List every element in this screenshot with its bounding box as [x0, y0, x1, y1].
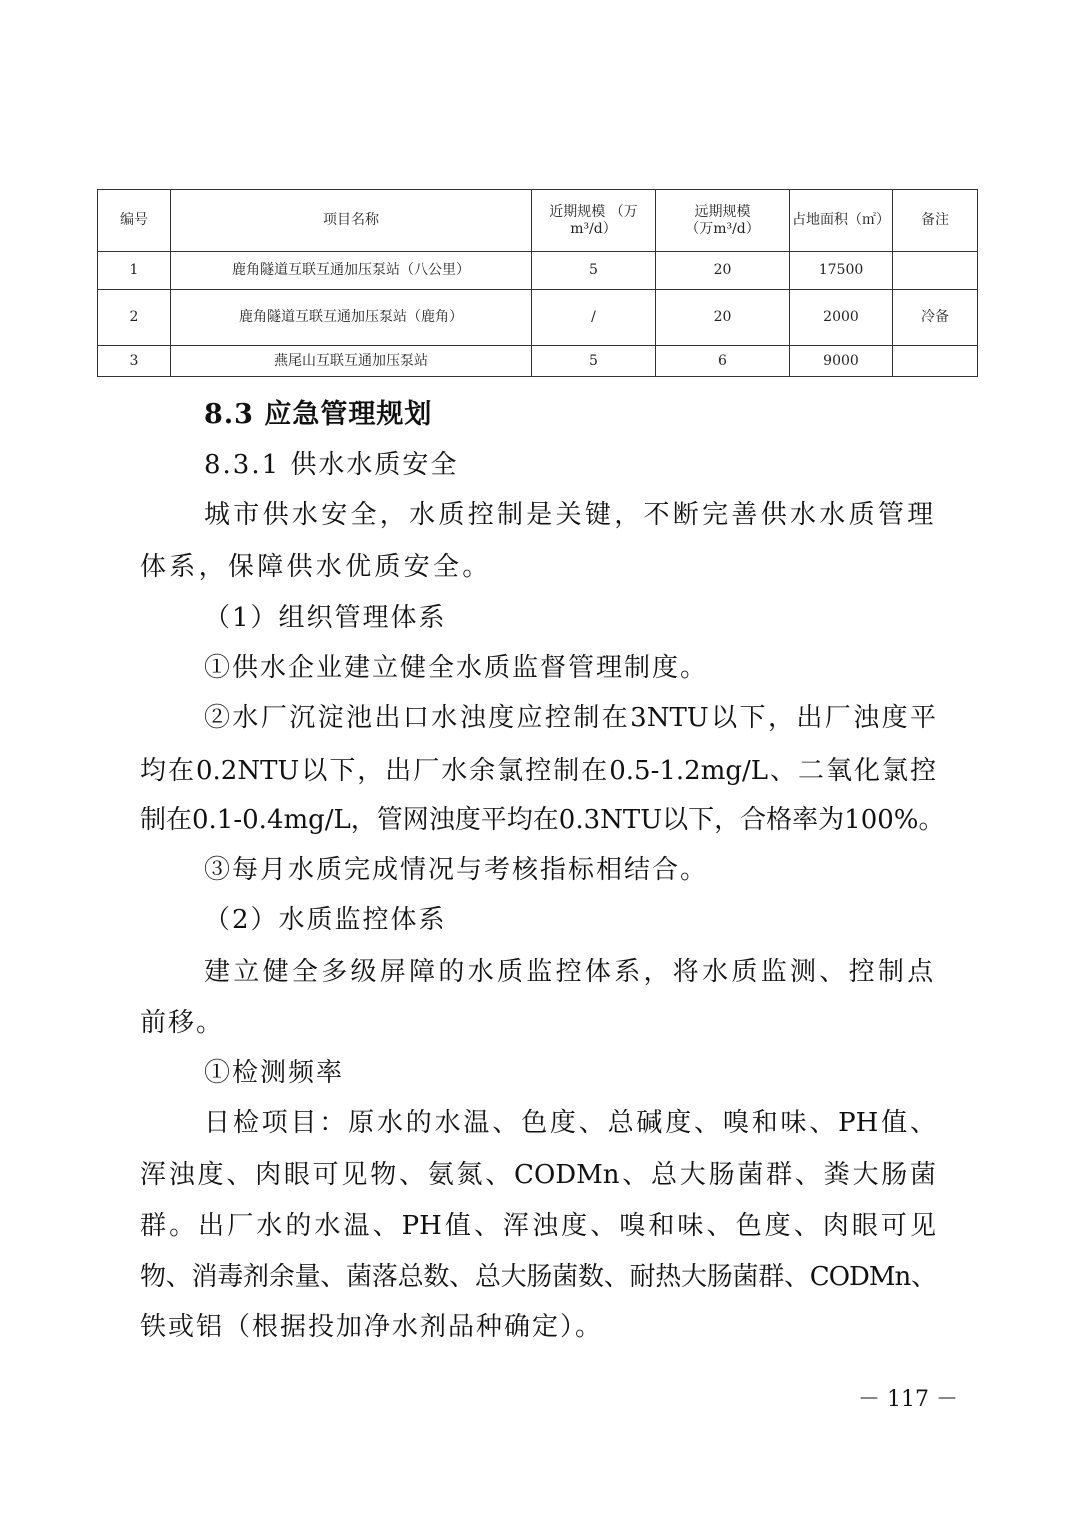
page-number: － 117 － [858, 1387, 958, 1412]
cell-near: 5 [532, 252, 656, 290]
cell-far: 6 [656, 346, 790, 377]
paragraph-line: 建立健全多级屏障的水质监控体系，将水质监测、控制点 [204, 957, 937, 987]
table-row [98, 290, 978, 346]
header-near-unit: （万m³/d） [570, 204, 638, 237]
table-row [98, 252, 978, 290]
list-item: ③每月水质完成情况与考核指标相结合。 [204, 855, 709, 885]
cell-id: 2 [98, 290, 171, 346]
header-area: 占地面积（㎡） [790, 190, 893, 252]
paragraph-line: 浑浊度、肉眼可见物、氨氮、CODMn、总大肠菌群、粪大肠菌 [140, 1160, 936, 1190]
cell-name: 鹿角隧道互联互通加压泵站（八公里） [171, 252, 532, 290]
cell-near: / [532, 290, 656, 346]
pump-station-table [97, 189, 978, 377]
cell-area: 9000 [790, 346, 893, 377]
section-heading: 8.3 应急管理规划 [204, 399, 433, 430]
header-far-unit: （万m³/d） [685, 220, 760, 237]
paragraph-line: ②水厂沉淀池出口水浊度应控制在3NTU以下，出厂浊度平 [204, 703, 936, 733]
paragraph-line: 制在0.1-0.4mg/L，管网浊度平均在0.3NTU以下，合格率为100%。 [140, 805, 945, 835]
cell-id: 1 [98, 252, 171, 290]
header-near-label: 近期规模 [549, 204, 606, 221]
cell-far: 20 [656, 252, 790, 290]
cell-area: 17500 [790, 252, 893, 290]
header-near-term [532, 190, 656, 252]
table-header-row [98, 190, 978, 252]
cell-note [893, 252, 978, 290]
list-item: ①供水企业建立健全水质监督管理制度。 [204, 653, 709, 683]
list-heading: （2）水质监控体系 [204, 905, 447, 935]
cell-id: 3 [98, 346, 171, 377]
cell-near: 5 [532, 346, 656, 377]
header-far-label: 远期规模 [694, 204, 751, 221]
cell-note [893, 346, 978, 377]
paragraph-line: 群。出厂水的水温、PH值、浑浊度、嗅和味、色度、肉眼可见 [140, 1211, 936, 1241]
cell-area: 2000 [790, 290, 893, 346]
cell-name: 燕尾山互联互通加压泵站 [171, 346, 532, 377]
cell-note: 冷备 [893, 290, 978, 346]
paragraph-line: 铁或铝（根据投加净水剂品种确定）。 [140, 1312, 604, 1342]
list-heading: ①检测频率 [204, 1058, 345, 1088]
cell-far: 20 [656, 290, 790, 346]
cell-name: 鹿角隧道互联互通加压泵站（鹿角） [171, 290, 532, 346]
paragraph-line: 体系，保障供水优质安全。 [140, 552, 492, 582]
table-row [98, 346, 978, 377]
paragraph-line: 城市供水安全，水质控制是关键，不断完善供水水质管理 [204, 500, 937, 530]
header-note: 备注 [893, 190, 978, 252]
subsection-heading: 8.3.1 供水水质安全 [204, 450, 459, 480]
header-id: 编号 [98, 190, 171, 252]
list-heading: （1）组织管理体系 [204, 603, 447, 633]
header-name: 项目名称 [171, 190, 532, 252]
paragraph-line: 日检项目：原水的水温、色度、总碱度、嗅和味、PH值、 [204, 1108, 936, 1138]
paragraph-line: 物、消毒剂余量、菌落总数、总大肠菌数、耐热大肠菌群、CODMn、 [140, 1262, 936, 1292]
paragraph-line: 均在0.2NTU以下，出厂水余氯控制在0.5-1.2mg/L、二氧化氯控 [140, 756, 936, 786]
paragraph-line: 前移。 [140, 1008, 225, 1038]
header-long-term [656, 190, 790, 252]
